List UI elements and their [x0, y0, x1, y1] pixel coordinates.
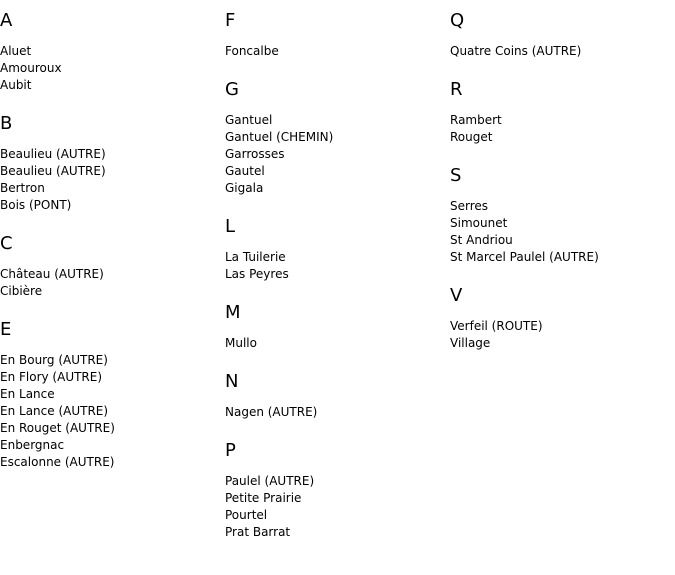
index-entry-link[interactable]: Serres: [450, 199, 489, 213]
index-entry-link[interactable]: Pourtel: [225, 508, 268, 522]
letter-heading: A: [0, 10, 13, 31]
letter-heading: G: [225, 79, 239, 100]
index-entry-link[interactable]: Petite Prairie: [225, 491, 302, 505]
index-entry-link[interactable]: Gautel: [225, 164, 265, 178]
index-entry-link[interactable]: Foncalbe: [225, 44, 279, 58]
entry-list: [450, 318, 675, 352]
letter-group-p: [225, 440, 450, 541]
letter-group-g: [225, 79, 450, 197]
index-entry-link[interactable]: Amouroux: [0, 61, 62, 75]
index-entry-link[interactable]: Aluet: [0, 44, 32, 58]
index-entry-link[interactable]: En Lance: [0, 387, 55, 401]
letter-heading: P: [225, 440, 236, 461]
entry-list: [450, 198, 675, 266]
letter-heading: E: [0, 319, 12, 340]
letter-group-e: [0, 319, 225, 471]
entry-list: [225, 404, 450, 421]
letter-group-r: [450, 79, 675, 146]
letter-heading: R: [450, 79, 463, 100]
index-entry-link[interactable]: Gantuel (CHEMIN): [225, 130, 334, 144]
index-entry-link[interactable]: Verfeil (ROUTE): [450, 319, 543, 333]
letter-group-a: [0, 10, 225, 94]
index-entry-link[interactable]: En Flory (AUTRE): [0, 370, 103, 384]
index-column-3: [450, 10, 675, 352]
index-entry-link[interactable]: Château (AUTRE): [0, 267, 104, 281]
entry-list: [450, 43, 675, 60]
letter-group-c: [0, 233, 225, 300]
index-entry-link[interactable]: Garrosses: [225, 147, 285, 161]
index-entry-link[interactable]: Mullo: [225, 336, 257, 350]
index-column-1: [0, 10, 225, 471]
letter-heading: C: [0, 233, 13, 254]
letter-heading: F: [225, 10, 236, 31]
letter-heading: B: [0, 113, 13, 134]
letter-group-b: [0, 113, 225, 214]
index-entry-link[interactable]: En Bourg (AUTRE): [0, 353, 108, 367]
entry-list: [0, 266, 225, 300]
index-entry-link[interactable]: Gantuel: [225, 113, 273, 127]
letter-heading: M: [225, 302, 241, 323]
index-entry-link[interactable]: Beaulieu (AUTRE): [0, 164, 106, 178]
index-entry-link[interactable]: Rambert: [450, 113, 502, 127]
index-entry-link[interactable]: St Marcel Paulel (AUTRE): [450, 250, 599, 264]
letter-heading: V: [450, 285, 463, 306]
entry-list: [225, 112, 450, 197]
letter-heading: N: [225, 371, 239, 392]
letter-group-s: [450, 165, 675, 266]
letter-group-m: [225, 302, 450, 352]
entry-list: [450, 112, 675, 146]
index-entry-link[interactable]: La Tuilerie: [225, 250, 286, 264]
entry-list: [0, 146, 225, 214]
letter-group-n: [225, 371, 450, 421]
letter-heading: L: [225, 216, 236, 237]
entry-list: [225, 335, 450, 352]
index-entry-link[interactable]: Paulel (AUTRE): [225, 474, 315, 488]
entry-list: [0, 43, 225, 94]
index-entry-link[interactable]: Bois (PONT): [0, 198, 72, 212]
index-entry-link[interactable]: Las Peyres: [225, 267, 289, 281]
index-entry-link[interactable]: Prat Barrat: [225, 525, 291, 539]
index-entry-link[interactable]: Aubit: [0, 78, 32, 92]
index-column-2: [225, 10, 450, 541]
index-entry-link[interactable]: St Andriou: [450, 233, 513, 247]
index-entry-link[interactable]: Rouget: [450, 130, 493, 144]
letter-heading: S: [450, 165, 462, 186]
letter-heading: Q: [450, 10, 465, 31]
index-entry-link[interactable]: Escalonne (AUTRE): [0, 455, 115, 469]
index-entry-link[interactable]: Simounet: [450, 216, 508, 230]
letter-group-v: [450, 285, 675, 352]
letter-group-f: [225, 10, 450, 60]
letter-group-q: [450, 10, 675, 60]
entry-list: [225, 43, 450, 60]
index-entry-link[interactable]: Bertron: [0, 181, 45, 195]
index-entry-link[interactable]: En Lance (AUTRE): [0, 404, 109, 418]
index-entry-link[interactable]: Gigala: [225, 181, 264, 195]
index-entry-link[interactable]: Village: [450, 336, 491, 350]
entry-list: [225, 473, 450, 541]
index-entry-link[interactable]: Enbergnac: [0, 438, 65, 452]
index-entry-link[interactable]: Quatre Coins (AUTRE): [450, 44, 582, 58]
index-entry-link[interactable]: Cibière: [0, 284, 43, 298]
letter-group-l: [225, 216, 450, 283]
index-entry-link[interactable]: Beaulieu (AUTRE): [0, 147, 106, 161]
entry-list: [0, 352, 225, 471]
entry-list: [225, 249, 450, 283]
index-entry-link[interactable]: En Rouget (AUTRE): [0, 421, 115, 435]
index-entry-link[interactable]: Nagen (AUTRE): [225, 405, 318, 419]
